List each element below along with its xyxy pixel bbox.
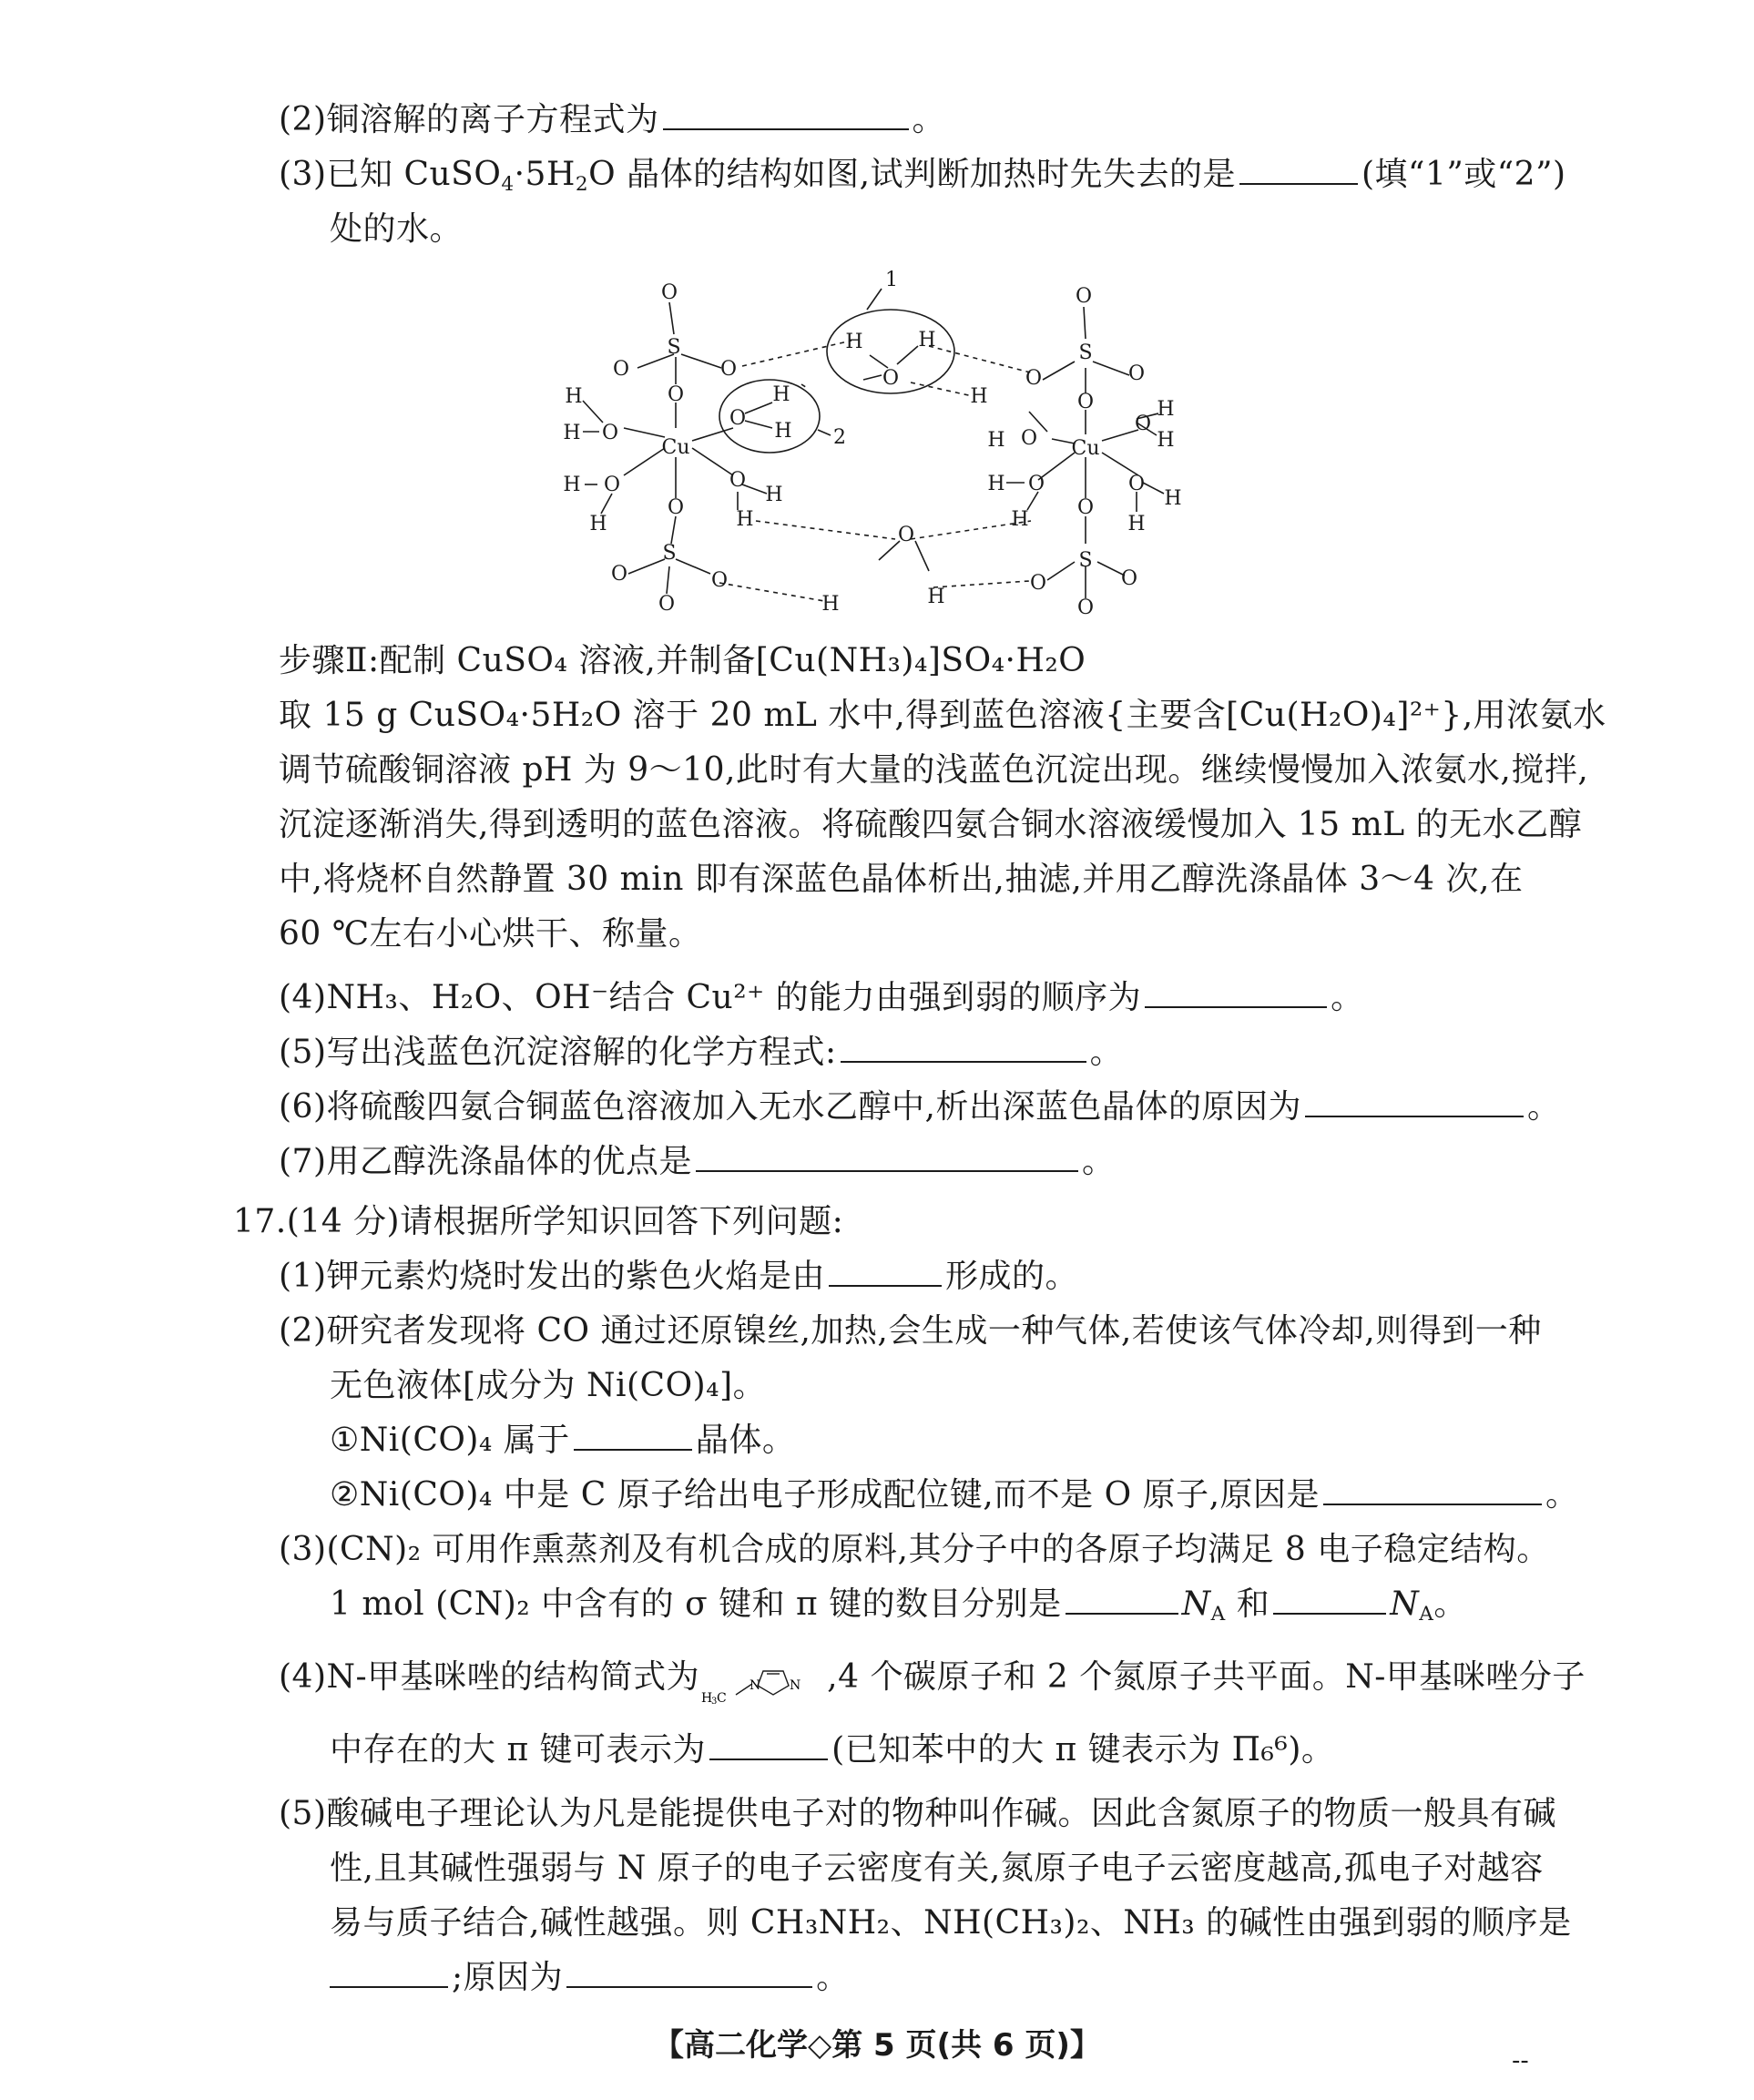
svg-text:2: 2 xyxy=(833,426,846,449)
svg-text:O: O xyxy=(603,474,621,496)
svg-text:H: H xyxy=(563,422,581,444)
svg-text:C: C xyxy=(717,1691,728,1704)
answer-blank[interactable] xyxy=(574,1422,692,1451)
svg-text:O: O xyxy=(882,367,900,390)
svg-text:H: H xyxy=(563,474,581,496)
svg-text:H: H xyxy=(701,1691,713,1704)
svg-text:H: H xyxy=(1164,487,1182,510)
answer-blank[interactable] xyxy=(330,1959,448,1988)
q17-part5-line1: (5)酸碱电子理论认为凡是能提供电子对的物种叫作碱。因此含氮原子的物质一般具有碱 xyxy=(279,1795,1556,1832)
q17-part1: (1)钾元素灼烧时发出的紫色火焰是由 形成的。 xyxy=(279,1258,1079,1295)
svg-text:O: O xyxy=(1076,391,1095,413)
q16-part7: (7)用乙醇洗涤晶体的优点是 。 xyxy=(279,1143,1116,1180)
q17-part2-sub1: ①Ni(CO)₄ 属于 晶体。 xyxy=(330,1422,796,1459)
q16-part3-line2: 处的水。 xyxy=(330,210,464,248)
svg-text:H: H xyxy=(765,484,783,506)
q17-part5-line3: 易与质子结合,碱性越强。则 CH₃NH₂、NH(CH₃)₂、NH₃ 的碱性由强到弱的顺序是 xyxy=(330,1904,1572,1942)
step2-paragraph-line3: 沉淀逐渐消失,得到透明的蓝色溶液。将硫酸四氨合铜水溶液缓慢加入 15 mL 的无水乙醇 xyxy=(279,806,1583,843)
svg-text:O: O xyxy=(719,358,738,381)
q17-part2-sub2: ②Ni(CO)₄ 中是 C 原子给出电子形成配位键,而不是 O 原子,原因是 。 xyxy=(330,1476,1579,1514)
svg-text:O: O xyxy=(667,496,685,519)
svg-text:O: O xyxy=(1076,596,1095,619)
n-methylimidazole-structure xyxy=(699,1664,827,1704)
q16-part6: (6)将硫酸四氨合铜蓝色溶液加入无水乙醇中,析出深蓝色晶体的原因为 。 xyxy=(279,1088,1561,1126)
answer-blank[interactable] xyxy=(696,1143,1078,1172)
svg-text:S: S xyxy=(1078,342,1093,364)
svg-text:N: N xyxy=(790,1678,801,1693)
svg-text:O: O xyxy=(660,281,678,304)
svg-text:H: H xyxy=(845,331,863,353)
svg-text:H: H xyxy=(1127,513,1146,535)
answer-blank[interactable] xyxy=(663,101,909,130)
svg-text:Cu: Cu xyxy=(1071,437,1100,460)
step2-title: 步骤Ⅱ:配制 CuSO₄ 溶液,并制备[Cu(NH₃)₄]SO₄·H₂O xyxy=(279,642,1086,679)
cuso4-structure-figure xyxy=(546,266,1202,639)
svg-text:O: O xyxy=(1075,285,1093,308)
q17-part5-line2: 性,且其碱性强弱与 N 原子的电子云密度有关,氮原子电子云密度越高,孤电子对越容 xyxy=(330,1850,1544,1887)
svg-text:S: S xyxy=(667,336,681,359)
step2-paragraph-line1: 取 15 g CuSO₄·5H₂O 溶于 20 mL 水中,得到蓝色溶液{主要含[Cu(H₂O)₄]²⁺},用浓氨水 xyxy=(279,697,1606,734)
page-footer: 【高二化学◇第 5 页(共 6 页)】 xyxy=(653,2027,1101,2064)
q17-title: 17.(14 分)请根据所学知识回答下列问题: xyxy=(233,1203,844,1240)
svg-text:H: H xyxy=(927,586,945,608)
svg-text:O: O xyxy=(1134,413,1152,435)
q17-part3-line2: 1 mol (CN)₂ 中含有的 σ 键和 π 键的数目分别是 $N_A$ 和 $N_A$。 xyxy=(330,1585,1467,1626)
svg-text:O: O xyxy=(1027,473,1045,495)
svg-text:H: H xyxy=(774,420,792,443)
svg-text:H: H xyxy=(1157,398,1175,421)
step2-paragraph-line5: 60 ℃左右小心烘干、称量。 xyxy=(279,915,702,953)
q17-part3-line1: (3)(CN)₂ 可用作熏蒸剂及有机合成的原料,其分子中的各原子均满足 8 电子稳定结构。 xyxy=(279,1531,1550,1568)
svg-text:H: H xyxy=(772,383,790,406)
svg-text:H: H xyxy=(821,593,840,616)
svg-text:O: O xyxy=(729,407,747,430)
q17-part2-line1: (2)研究者发现将 CO 通过还原镍丝,加热,会生成一种气体,若使该气体冷却,则得到一种 xyxy=(279,1312,1542,1350)
svg-text:O: O xyxy=(729,469,747,492)
svg-text:H: H xyxy=(918,329,936,352)
answer-blank[interactable] xyxy=(566,1959,812,1988)
q17-part2-line2: 无色液体[成分为 Ni(CO)₄]。 xyxy=(330,1367,767,1404)
svg-text:H: H xyxy=(589,513,607,535)
svg-text:O: O xyxy=(1025,367,1043,390)
svg-text:H: H xyxy=(987,473,1005,495)
q16-part3-line1: (3)已知 $CuSO_4\cdot 5H_2O$ 晶体的结构如图,试判断加热时先失去的是 (填“1”或“2”) xyxy=(279,156,1566,196)
svg-text:S: S xyxy=(1078,549,1093,572)
answer-blank[interactable] xyxy=(1239,156,1358,185)
svg-text:H: H xyxy=(1011,508,1029,531)
step2-paragraph-line2: 调节硫酸铜溶液 pH 为 9～10,此时有大量的浅蓝色沉淀出现。继续慢慢加入浓氨水,搅拌, xyxy=(279,751,1589,789)
svg-text:O: O xyxy=(1120,567,1138,590)
svg-text:O: O xyxy=(710,569,729,592)
answer-blank[interactable] xyxy=(709,1731,828,1760)
svg-text:O: O xyxy=(667,383,685,406)
q16-part2: (2)铜溶解的离子方程式为 。 xyxy=(279,101,946,138)
svg-text:H: H xyxy=(1157,429,1175,452)
q17-part5-line4: ;原因为 。 xyxy=(330,1956,850,2000)
step2-paragraph-line4: 中,将烧杯自然静置 30 min 即有深蓝色晶体析出,抽滤,并用乙醇洗涤晶体 3～4 次,在 xyxy=(279,861,1524,898)
q17-part4-line1: (4)N-甲基咪唑的结构简式为 H 3 C N N ,4 个碳原子和 2 个氮原子共平面。N-甲基咪唑分子 xyxy=(279,1656,1586,1699)
svg-text:O: O xyxy=(601,422,619,444)
svg-text:3: 3 xyxy=(711,1697,719,1704)
svg-text:S: S xyxy=(662,542,677,565)
svg-text:O: O xyxy=(1127,473,1146,495)
svg-text:O: O xyxy=(1020,427,1038,450)
svg-text:H: H xyxy=(987,429,1005,452)
answer-blank[interactable] xyxy=(1323,1476,1542,1505)
answer-blank[interactable] xyxy=(1305,1088,1524,1117)
q17-part4-line2: 中存在的大 π 键可表示为 (已知苯中的大 π 键表示为 Π₆⁶)。 xyxy=(330,1731,1335,1769)
answer-blank[interactable] xyxy=(841,1034,1086,1063)
svg-text:O: O xyxy=(1127,362,1146,385)
svg-text:O: O xyxy=(897,524,915,546)
svg-text:O: O xyxy=(1029,572,1047,595)
svg-text:Cu: Cu xyxy=(661,436,690,459)
svg-text:1: 1 xyxy=(885,269,898,291)
corner-mark: -- xyxy=(1512,2047,1529,2075)
svg-text:N: N xyxy=(750,1678,761,1693)
svg-text:H: H xyxy=(970,385,988,408)
svg-text:O: O xyxy=(612,358,630,381)
answer-blank[interactable] xyxy=(1066,1585,1178,1615)
svg-text:O: O xyxy=(610,563,628,586)
answer-blank[interactable] xyxy=(1273,1585,1386,1615)
q16-part5: (5)写出浅蓝色沉淀溶解的化学方程式: 。 xyxy=(279,1034,1124,1071)
q16-part4: (4)NH₃、H₂O、OH⁻结合 Cu²⁺ 的能力由强到弱的顺序为 。 xyxy=(279,979,1364,1016)
answer-blank[interactable] xyxy=(1145,979,1327,1008)
svg-text:H: H xyxy=(565,385,583,408)
answer-blank[interactable] xyxy=(829,1258,942,1287)
svg-text:O: O xyxy=(1076,496,1095,519)
svg-text:O: O xyxy=(658,593,676,616)
svg-text:H: H xyxy=(736,508,754,531)
